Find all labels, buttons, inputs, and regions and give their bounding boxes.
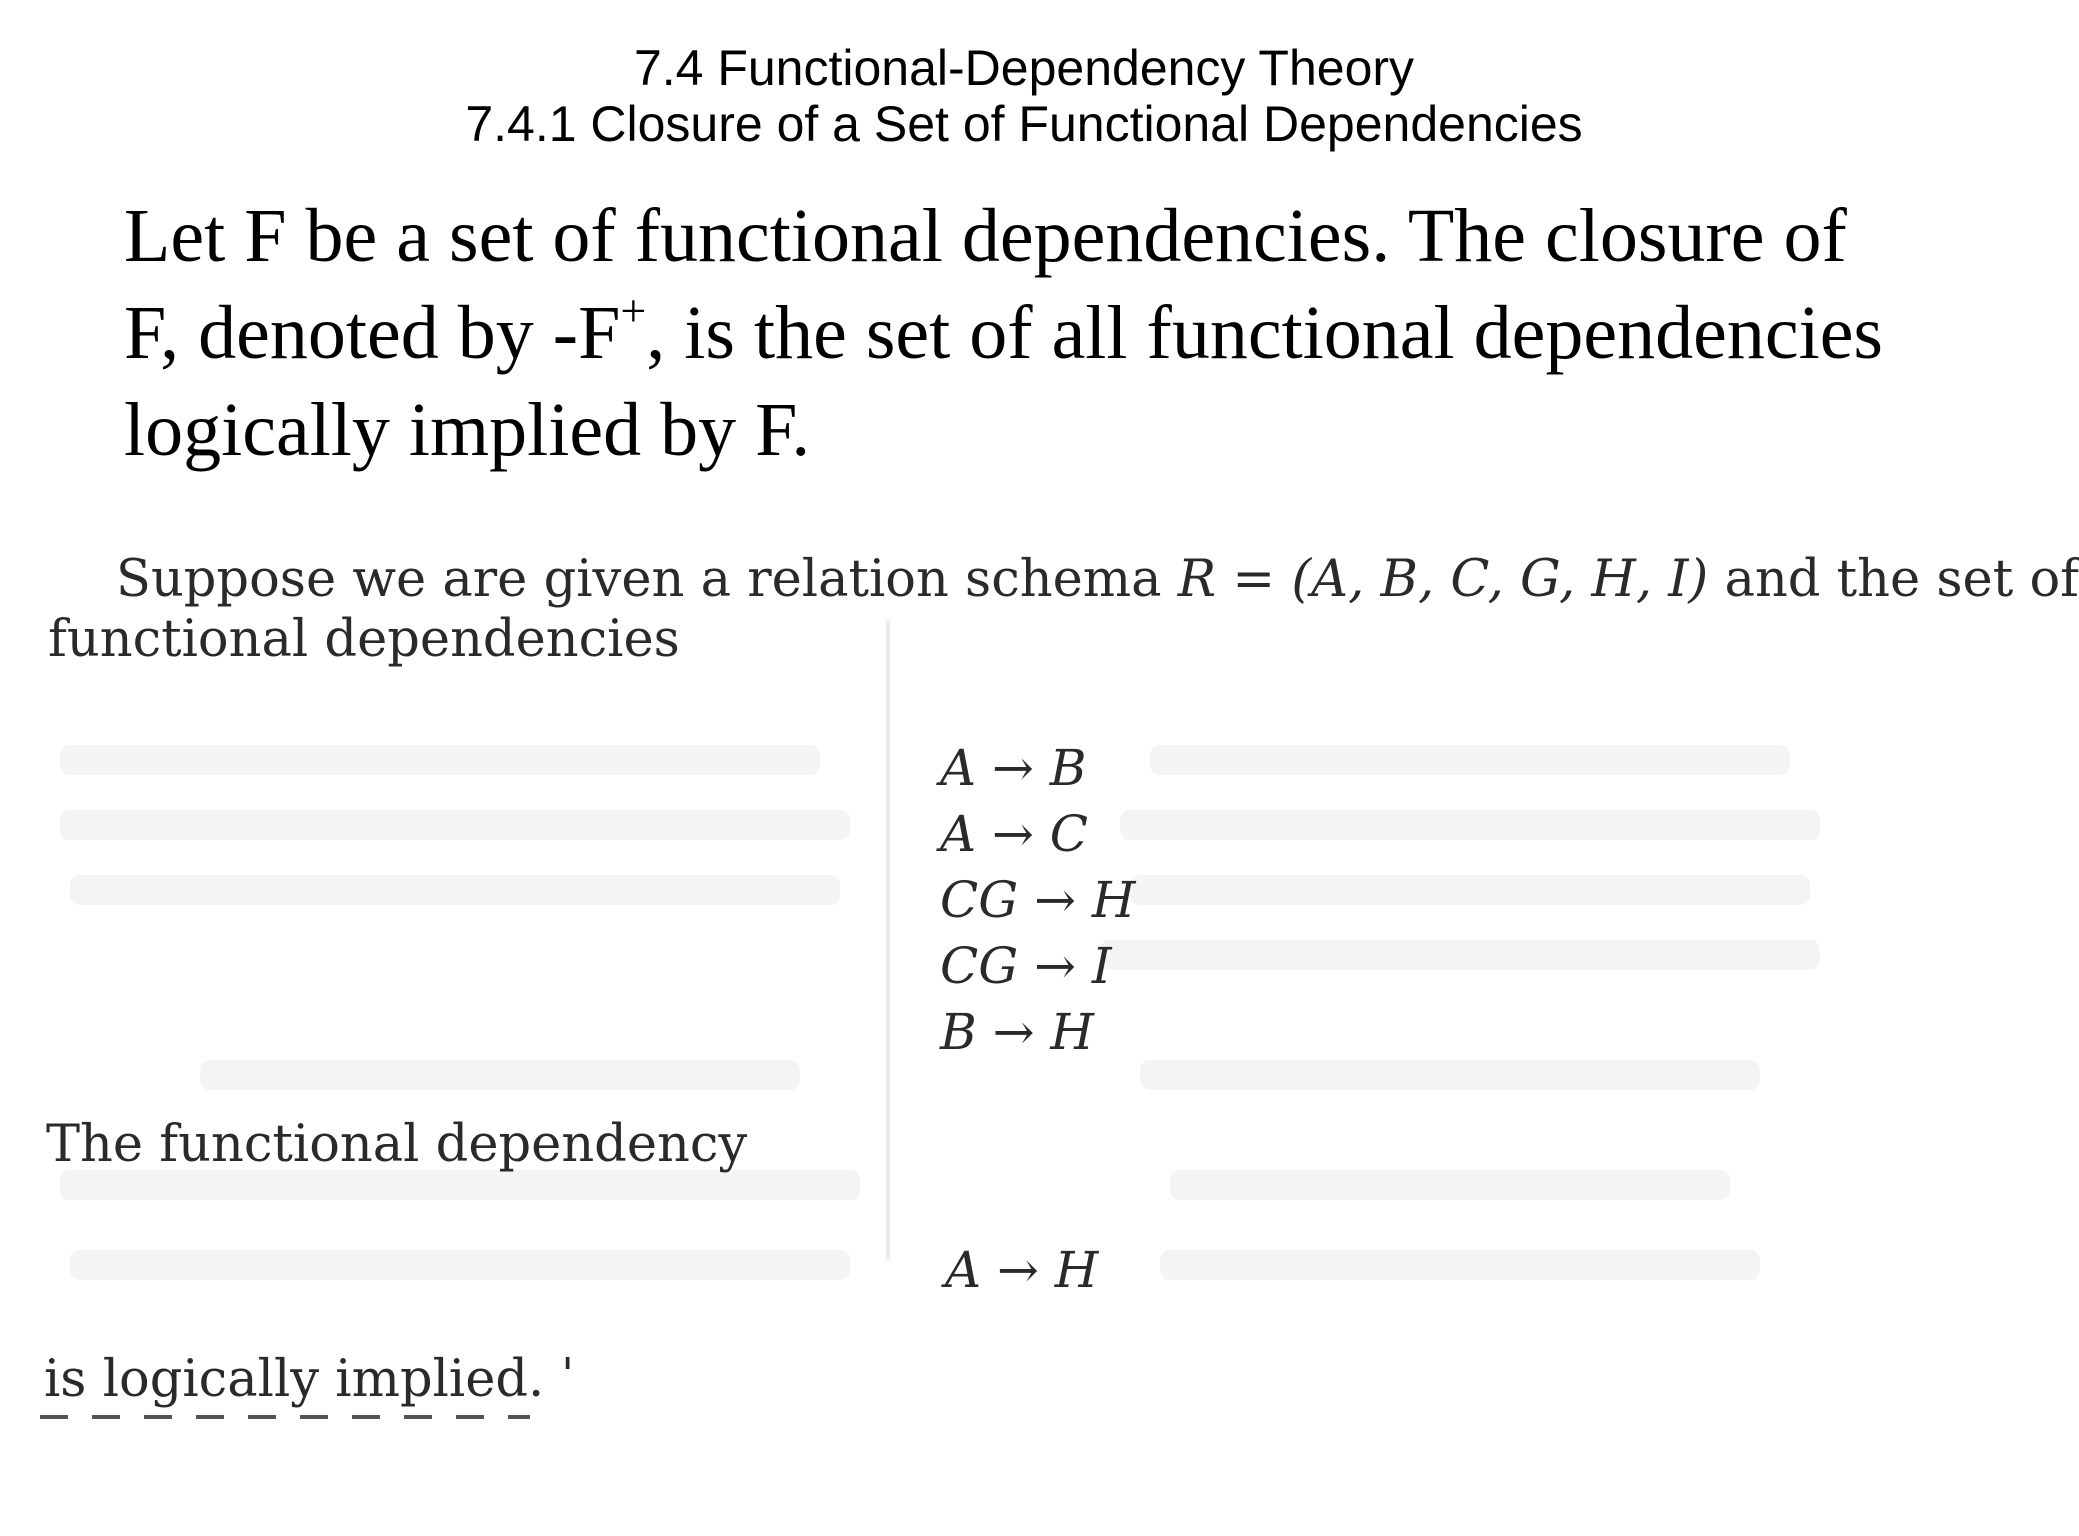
dependency-item: A → B [940,739,1087,797]
bleed-through-mark [1160,1250,1760,1280]
definition-line-1: Let F be a set of functional dependencies. The closure of [124,194,1847,278]
cropped-next-line [40,1415,530,1419]
definition-line-2 [124,285,2004,382]
excerpt-closing-text: is logically implied. ˈ [44,1350,575,1409]
excerpt-intro-line-2: functional dependencies [48,610,680,669]
excerpt-middle-text: The functional dependency [46,1115,748,1174]
closure-plus-superscript: + [620,284,647,336]
excerpt-intro-line-1: Suppose we are given a relation schema R = (A, B, C, G, H, I) and the set of [116,550,2079,609]
bleed-through-mark [60,810,850,840]
slide-subtitle: 7.4.1 Closure of a Set of Functional Dependencies [465,96,1583,152]
bleed-through-mark [1150,745,1790,775]
bleed-through-mark [70,875,840,905]
bleed-through-mark [1120,810,1820,840]
definition-line-3: logically implied by F. [124,388,811,472]
textbook-excerpt-image [40,520,2079,1420]
dependency-item: CG → I [940,937,1112,995]
bleed-through-mark [1100,940,1820,970]
bleed-through-mark [70,1250,850,1280]
dependency-item: CG → H [940,871,1136,929]
bleed-through-mark [1140,1060,1760,1090]
implied-dependency: A → H [945,1241,1099,1299]
page-gutter [886,620,890,1260]
relation-schema: R = (A, B, C, G, H, I) [1177,550,1709,609]
dependency-item: B → H [940,1003,1095,1061]
definition-line-2-start: F, denoted by -F [124,291,621,375]
dependency-item: A → C [940,805,1089,863]
definition-text [124,188,2004,479]
definition-line-2-end: , is the set of all functional dependencies [646,291,1884,375]
bleed-through-mark [200,1060,800,1090]
bleed-through-mark [1130,875,1810,905]
slide-title: 7.4 Functional-Dependency Theory [633,40,1415,96]
bleed-through-mark [60,745,820,775]
bleed-through-mark [1170,1170,1730,1200]
dependency-list [940,735,1135,1065]
